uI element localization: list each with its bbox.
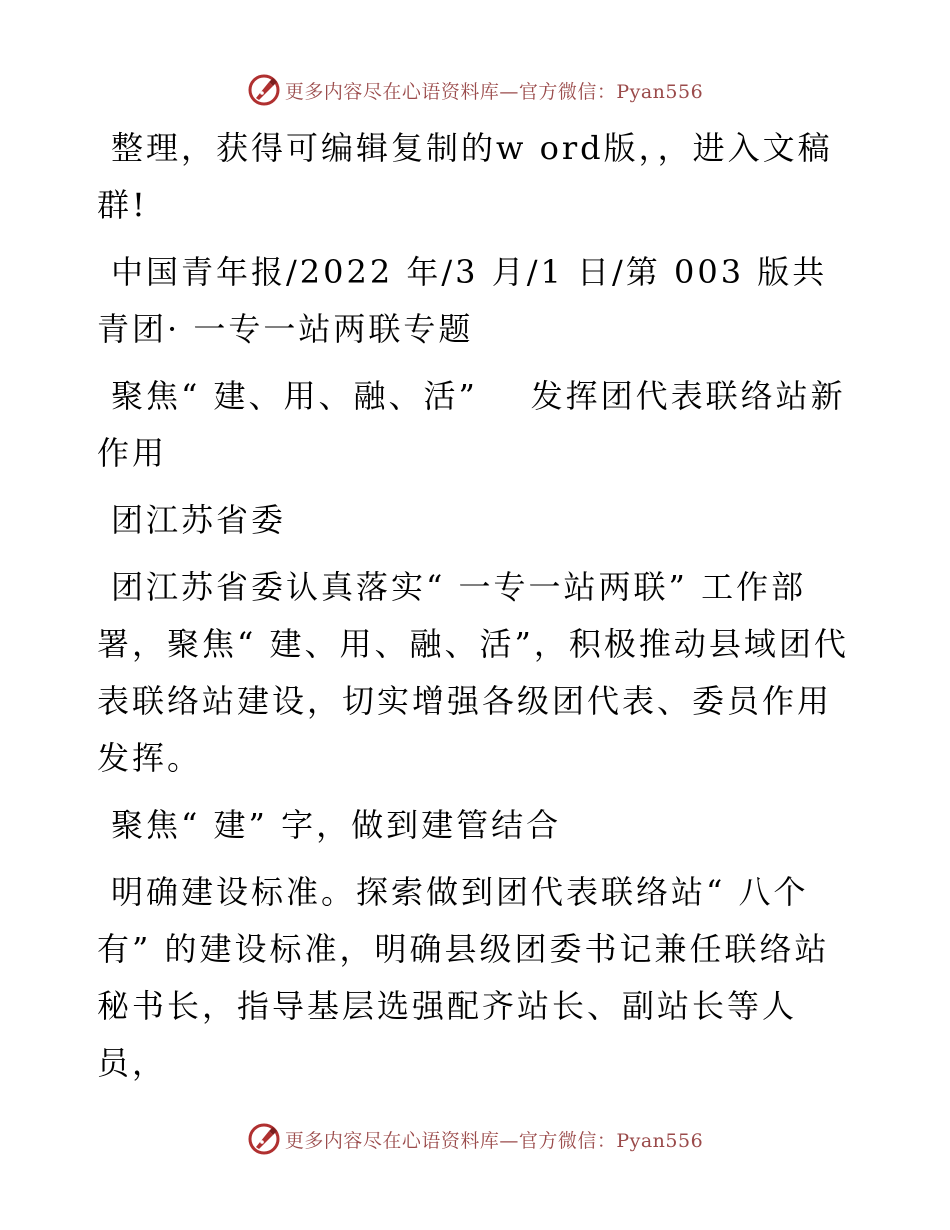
paragraph: 明确建设标准。探索做到团代表联络站“ 八个有” 的建设标准，明确县级团委书记兼任联络站秘书长，指导基层选强配齐站长、副站长等人员， (97, 873, 830, 1082)
paragraph: 团江苏省委认真落实“ 一专一站两联” 工作部署，聚焦“ 建、用、融、活”，积极推动县域团代表联络站建设，切实增强各级团代表、委员作用发挥。 (97, 568, 849, 777)
header-banner-text: 更多内容尽在心语资料库—官方微信：Pyan556 (284, 80, 704, 103)
header-banner (0, 68, 950, 112)
section-heading: 聚焦“ 建” 字，做到建管结合 (111, 806, 562, 844)
pen-nib-logo-icon (247, 73, 281, 107)
document-body (97, 120, 857, 1102)
pen-nib-logo-icon (247, 1122, 281, 1156)
footer-banner-text: 更多内容尽在心语资料库—官方微信：Pyan556 (284, 1129, 704, 1152)
paragraph: 中国青年报/2022 年/3 月/1 日/第 003 版共青团· 一专一站两联专题 (97, 253, 828, 348)
article-headline: 聚焦“ 建、用、融、活” 发挥团代表联络站新作用 (97, 377, 846, 472)
paragraph: 整理，获得可编辑复制的w ord版，，进入文稿群! (97, 129, 833, 224)
article-author: 团江苏省委 (111, 501, 287, 539)
footer-banner (0, 1117, 950, 1161)
